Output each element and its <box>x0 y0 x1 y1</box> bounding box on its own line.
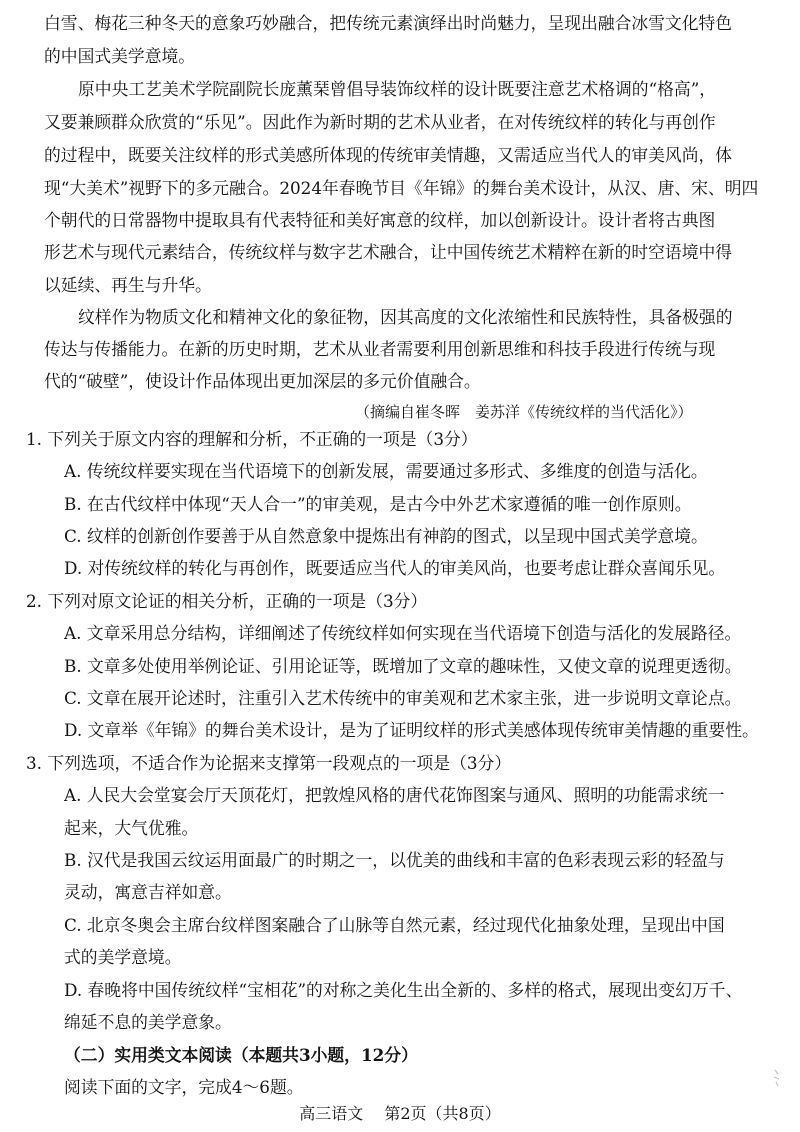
passage-line: 以延续、再生与升华。 <box>44 275 212 295</box>
question-1-option-d: D. 对传统纹样的转化与再创作，既要适应当代人的审美风尚，也要考虑让群众喜闻乐见。 <box>64 558 726 578</box>
passage-line: 现“大美术”视野下的多元融合。2024年春晚节目《年锦》的舞台美术设计，从汉、唐、宋、明四 <box>44 178 759 198</box>
passage-line: 个朝代的日常器物中提取具有代表特征和美好寓意的纹样，加以创新设计。设计者将古典图 <box>44 210 716 230</box>
passage-line: 白雪、梅花三种冬天的意象巧妙融合，把传统元素演绎出时尚魅力，呈现出融合冰雪文化特色 <box>44 13 733 33</box>
passage-line: 的中国式美学意境。 <box>44 46 196 66</box>
question-3-option-b: B. 汉代是我国云纹运用面最广的时期之一，以优美的曲线和丰富的色彩表现云彩的轻盈与 <box>64 850 725 870</box>
passage-line: 代的“破壁”，使设计作品体现出更加深层的多元价值融合。 <box>44 371 481 391</box>
passage-line: 传达与传播能力。在新的历史时期，艺术从业者需要利用创新思维和科技手段进行传统与现 <box>44 339 716 359</box>
scan-edge-mark-icon <box>772 1068 782 1088</box>
question-2-stem: 2. 下列对原文论证的相关分析，正确的一项是（3分） <box>26 591 428 611</box>
footer-page-number: 第2页（共8页） <box>384 1104 501 1123</box>
footer-subject: 高三语文 <box>299 1104 364 1123</box>
question-1-option-b: B. 在古代纹样中体现“天人合一”的审美观，是古今中外艺术家遵循的唯一创作原则。 <box>64 494 692 514</box>
question-1-stem: 1. 下列关于原文内容的理解和分析，不正确的一项是（3分） <box>26 429 478 449</box>
question-3-option-c-cont: 式的美学意境。 <box>64 947 182 967</box>
passage-line: 原中央工艺美术学院副院长庞薰琹曾倡导装饰纹样的设计既要注意艺术格调的“格高”， <box>78 79 717 99</box>
question-2-option-b: B. 文章多处使用举例论证、引用论证等，既增加了文章的趣味性，又使文章的说理更透彻。 <box>64 656 742 676</box>
question-2-option-c: C. 文章在展开论述时，注重引入艺术传统中的审美观和艺术家主张，进一步说明文章论点。 <box>64 688 742 708</box>
question-3-option-b-cont: 灵动，寓意吉祥如意。 <box>64 882 232 902</box>
passage-line: 的过程中，既要关注纹样的形式美感所体现的传统审美情趣，又需适应当代人的审美风尚，体 <box>44 145 733 165</box>
question-3-stem: 3. 下列选项，不适合作为论据来支撑第一段观点的一项是（3分） <box>26 753 512 773</box>
section-heading: （二）实用类文本阅读（本题共3小题，12分） <box>64 1045 418 1065</box>
question-3-option-a-cont: 起来，大气优雅。 <box>64 818 199 838</box>
question-1-option-a: A. 传统纹样要实现在当代语境下的创新发展，需要通过多形式、多维度的创造与活化。 <box>64 461 708 481</box>
section-instruction: 阅读下面的文字，完成4～6题。 <box>64 1077 304 1097</box>
question-2-option-d: D. 文章举《年锦》的舞台美术设计，是为了证明纹样的形式美感体现传统审美情趣的重要性。 <box>64 720 759 740</box>
question-1-option-c: C. 纹样的创新创作要善于从自然意象中提炼出有神韵的图式，以呈现中国式美学意境。 <box>64 526 708 546</box>
question-3-option-a: A. 人民大会堂宴会厅天顶花灯，把敦煌风格的唐代花饰图案与通风、照明的功能需求统一 <box>64 785 725 805</box>
question-3-option-d-cont: 绵延不息的美学意象。 <box>64 1012 232 1032</box>
passage-line: 又要兼顾群众欣赏的“乐见”。因此作为新时期的艺术从业者，在对传统纹样的转化与再创作 <box>44 112 716 132</box>
passage-source: （摘编自崔冬晖 姜苏洋《传统纹样的当代活化》） <box>355 403 693 421</box>
question-3-option-c: C. 北京冬奥会主席台纹样图案融合了山脉等自然元素，经过现代化抽象处理，呈现出中国 <box>64 915 725 935</box>
question-2-option-a: A. 文章采用总分结构，详细阐述了传统纹样如何实现在当代语境下创造与活化的发展路径。 <box>64 623 742 643</box>
passage-line: 纹样作为物质文化和精神文化的象征物，因其高度的文化浓缩性和民族特性，具备极强的 <box>78 307 733 327</box>
passage-line: 形艺术与现代元素结合，传统纹样与数字艺术融合，让中国传统艺术精粹在新的时空语境中得 <box>44 242 733 262</box>
question-3-option-d: D. 春晚将中国传统纹样“宝相花”的对称之美化生出全新的、多样的格式，展现出变幻万千、 <box>64 980 743 1000</box>
page-footer <box>0 1103 800 1125</box>
